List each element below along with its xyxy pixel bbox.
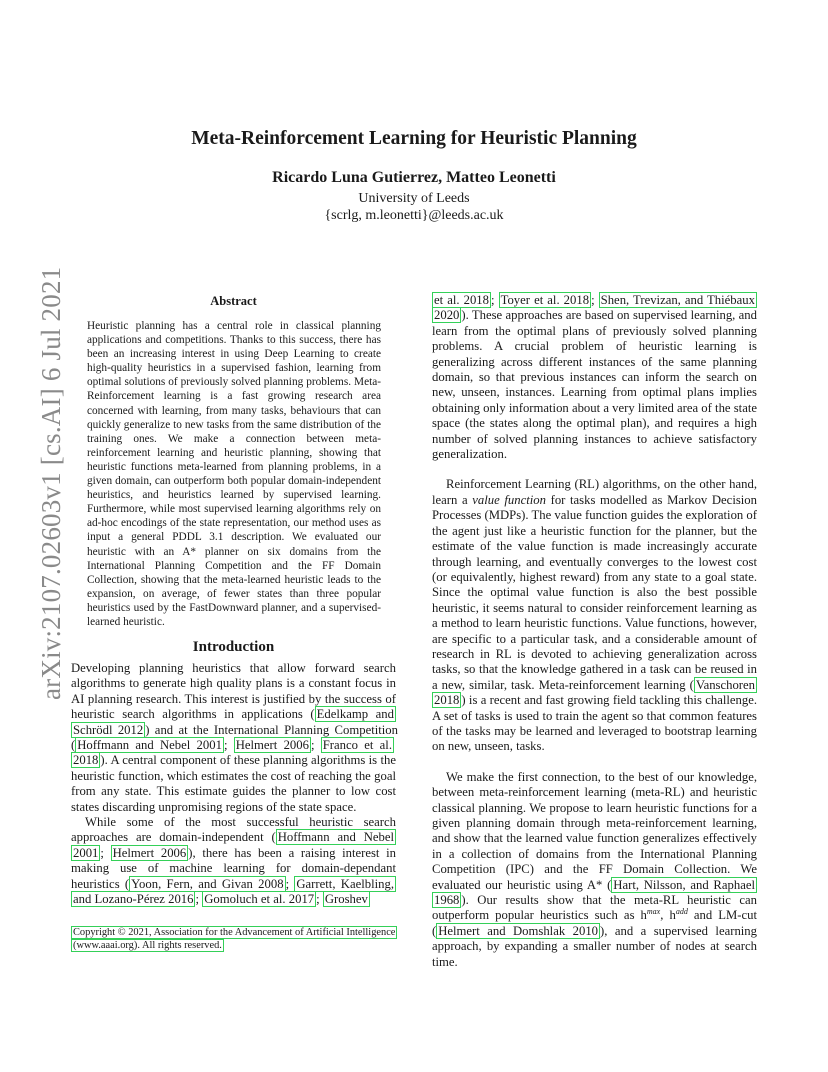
copyright-notice (71, 926, 396, 952)
superscript: add (675, 907, 688, 917)
citation-link[interactable]: Helmert 2006 (235, 738, 309, 753)
text-run: ; (491, 293, 499, 307)
text-run: for tasks modelled as Markov Decision Processes (MDPs). The value function guides the exploration of the agent just like a heuristic function for the planner, but the estimate of the value function is made increasingly accurate through learning, and eventually converges to the lowest cost (or equivalently, highest reward) from any state to a goal state. Since the optimal value function is also the best possible heuristic, it seems natural to consider reinforcement learning as a method to learn heuristic functions. Value functions, however, are specific to a particular task, and a considerable amount of research in RL is devoted to achieving generalization across tasks, so that the knowledge gathered in a task can be reused in a new, similar, task. Meta-reinforcement learning ( (432, 492, 757, 692)
citation-link[interactable]: Vanschoren 2018 (434, 677, 755, 708)
emphasis-text: value function (472, 492, 546, 507)
citation-link[interactable]: Shen, Trevizan, and Thiébaux 2020 (434, 293, 755, 323)
paper-title: Meta-Reinforcement Learning for Heuristic Planning (191, 128, 637, 149)
citation-link[interactable]: Toyer et al. 2018 (500, 293, 590, 307)
text-run: ; (591, 293, 599, 307)
text-run: We make the first connection, to the best of our knowledge, between meta-reinforcement learning (meta-RL) and heuristic classical planning. We propose to learn heuristic functions for a given planning domain through meta-reinforcement learning, and show that the learned value function generalizes effectively in a collection of domains from the International Planning Competition (IPC) and the FF Domain Collection. We evaluated our heuristic using A* ( (432, 769, 757, 892)
text-run: ; (195, 892, 203, 907)
affiliation-name: University of Leeds (358, 191, 470, 206)
introduction-heading: Introduction (192, 639, 275, 655)
copyright-link[interactable]: Copyright © 2021, Association for the Advancement of Artificial Intelligence (www.aaai.org). All rights reserved. (73, 927, 396, 951)
citation-link[interactable]: Yoon, Fern, and Givan 2008 (131, 876, 284, 891)
citation-link[interactable]: Garrett, Kaelbling, and Lozano-Pérez 2016 (73, 876, 394, 907)
citation-link[interactable]: Gomoluch et al. 2017 (204, 892, 315, 907)
text-run: ; (100, 845, 111, 860)
citation-link[interactable]: Hoffmann and Nebel 2001 (77, 738, 222, 753)
citation-link[interactable]: Helmert and Domshlak 2010 (438, 923, 599, 938)
text-run: ), there has been a raising interest in making use of machine learning for domain-dependant heuristics ( (71, 845, 397, 891)
abstract-heading: Abstract (210, 294, 257, 308)
right-paragraph-2 (432, 477, 757, 754)
text-run: ; (223, 738, 234, 753)
text-run: ), and a supervised learning approach, by expanding a smaller number of nodes at search time. (432, 923, 757, 969)
text-run: and LM-cut ( (432, 908, 757, 938)
arxiv-identifier: arXiv:2107.02603v1 [cs.AI] 6 Jul 2021 (36, 266, 66, 700)
citation-link[interactable]: Groshev (324, 892, 368, 907)
citation-link[interactable]: Helmert 2006 (112, 845, 187, 860)
right-paragraph-3 (432, 770, 757, 970)
citation-link[interactable]: Franco et al. 2018 (73, 738, 392, 768)
abstract-text: Heuristic planning has a central role in classical planning applications and competitions. Thanks to this success, there has been an increasing interest in using Deep Learning to create high-quality heuristics in a supervised fashion, learning from optimal solutions of previously solved planning problems. Meta-Reinforcement learning is a fast growing research area concerned with learning, from many tasks, behaviours that can quickly generalize to new tasks from the same distribution of the training ones. We make a connection between meta-reinforcement learning and heuristic planning, showing that heuristic functions meta-learned from planning problems, in a given domain, can outperform both popular domain-independent heuristics, and heuristics learned by supervised learning. Furthermore, while most supervised learning algorithms rely on ad-hoc encodings of the state representation, our method uses as input a general PDDL 3.1 description. We evaluated our heuristic with an A* planner on six domains from the International Planning Competition and the FF Domain Collection, showing that the meta-learned heuristic leads to the expansion, on average, of fewer states than three popular heuristics used by the FastDownward planner, and a supervised-learned heuristic. (87, 320, 381, 628)
text-run: , h (660, 908, 676, 923)
text-run: Reinforcement Learning (RL) algorithms, on the other hand, learn a (432, 477, 757, 507)
paper-authors: Ricardo Luna Gutierrez, Matteo Leonetti (272, 169, 556, 186)
introduction-body (71, 661, 396, 908)
citation-link[interactable]: et al. 2018 (434, 293, 489, 307)
text-run: While some of the most successful heuristic search approaches are domain-independent ( (71, 815, 396, 845)
author-affiliation (0, 190, 828, 224)
text-run: ; (285, 876, 295, 891)
text-run: ). Our results show that the meta-RL heuristic can outperform popular heuristics such as h (432, 893, 757, 923)
citation-link[interactable]: Hart, Nilsson, and Raphael 1968 (434, 877, 755, 908)
author-email: {scrlg, m.leonetti}@leeds.ac.uk (324, 208, 504, 223)
intro-paragraph-2 (71, 815, 396, 907)
text-run: ; (316, 892, 323, 907)
text-run: ). A central component of these planning algorithms is the heuristic function, which estimates the cost of reaching the goal from any state. This estimate guides the planner to low cost states discarding unpromising regions of the state space. (71, 753, 396, 814)
text-run: ) and at the International Planning Competition ( (71, 722, 398, 753)
text-run: Developing planning heuristics that allow forward search algorithms to generate high quality plans is a constant focus in AI planning research. This interest is justified by the success of heuristic search algorithms in applications ( (71, 661, 396, 722)
citation-link[interactable]: Hoffmann and Nebel 2001 (73, 830, 394, 860)
intro-paragraph-1 (71, 661, 396, 815)
text-run: ) is a recent and fast growing field tackling this challenge. A set of tasks is used to train the agent so that common features of the tasks may be learned and leveraged to bootstrap learning on new, unseen, tasks. (432, 693, 757, 754)
right-paragraph-1 (432, 293, 757, 462)
text-run: ; (310, 738, 321, 753)
citation-link[interactable]: Edelkamp and Schrödl 2012 (73, 707, 394, 737)
superscript: max (646, 907, 661, 917)
text-run: ). These approaches are based on supervised learning, and learn from the optimal plans of previously solved planning problems. A crucial problem of heuristic learning is generalizing across different instances of the same planning domain, so that previous instances can inform the search on new, unseen, instances. Learning from optimal plans implies obtaining only information about a very limited area of the state space (the states along the optimal plan), and requires a high number of solved planning instances to achieve satisfactory generalization. (432, 308, 757, 462)
right-column (432, 293, 757, 970)
